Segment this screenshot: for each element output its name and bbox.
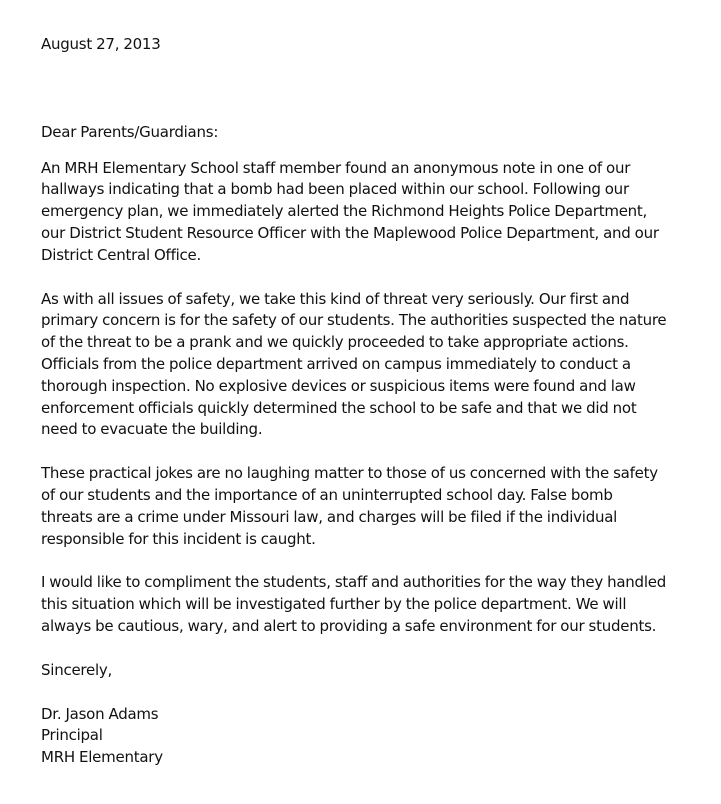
paragraph-2 [41,289,711,442]
paragraph-1 [41,158,711,267]
paragraph-3 [41,463,711,550]
signature-organization: MRH Elementary [41,748,163,767]
paragraph-line: District Central Office. [41,245,202,264]
closing: Sincerely, [41,660,113,679]
paragraph-line: As with all issues of safety, we take this kind of threat very seriously. Our first and [41,289,630,308]
paragraph-line: responsible for this incident is caught. [41,529,316,548]
paragraph-line: of the threat to be a prank and we quickly proceeded to take appropriate actions. [41,333,629,352]
letter-date: August 27, 2013 [41,35,161,53]
signature-name: Dr. Jason Adams [41,704,159,723]
paragraph-line: of our students and the importance of an uninterrupted school day. False bomb [41,485,613,504]
paragraph-line: always be cautious, wary, and alert to providing a safe environment for our students. [41,616,657,635]
paragraph-line: primary concern is for the safety of our students. The authorities suspected the nature [41,311,667,330]
paragraph-line: enforcement officials quickly determined the school to be safe and that we did not [41,398,637,417]
paragraph-line: I would like to compliment the students, staff and authorities for the way they handled [41,573,666,592]
paragraph-line: These practical jokes are no laughing matter to those of us concerned with the safety [41,464,658,483]
paragraph-line: threats are a crime under Missouri law, and charges will be filed if the individual [41,507,618,526]
paragraph-line: thorough inspection. No explosive devices or suspicious items were found and law [41,376,636,395]
paragraph-line: this situation which will be investigated further by the police department. We will [41,595,627,614]
paragraph-4 [41,572,711,637]
paragraph-line: emergency plan, we immediately alerted the Richmond Heights Police Department, [41,202,648,221]
paragraph-line: hallways indicating that a bomb had been placed within our school. Following our [41,180,629,199]
letter [41,34,711,769]
paragraph-line: need to evacuate the building. [41,420,263,439]
paragraph-line: An MRH Elementary School staff member found an anonymous note in one of our [41,158,631,177]
salutation: Dear Parents/Guardians: [41,122,219,141]
paragraph-line: our District Student Resource Officer with the Maplewood Police Department, and our [41,223,659,242]
signature-title: Principal [41,726,103,745]
signature-block [41,704,711,769]
paragraph-line: Officials from the police department arrived on campus immediately to conduct a [41,354,631,373]
